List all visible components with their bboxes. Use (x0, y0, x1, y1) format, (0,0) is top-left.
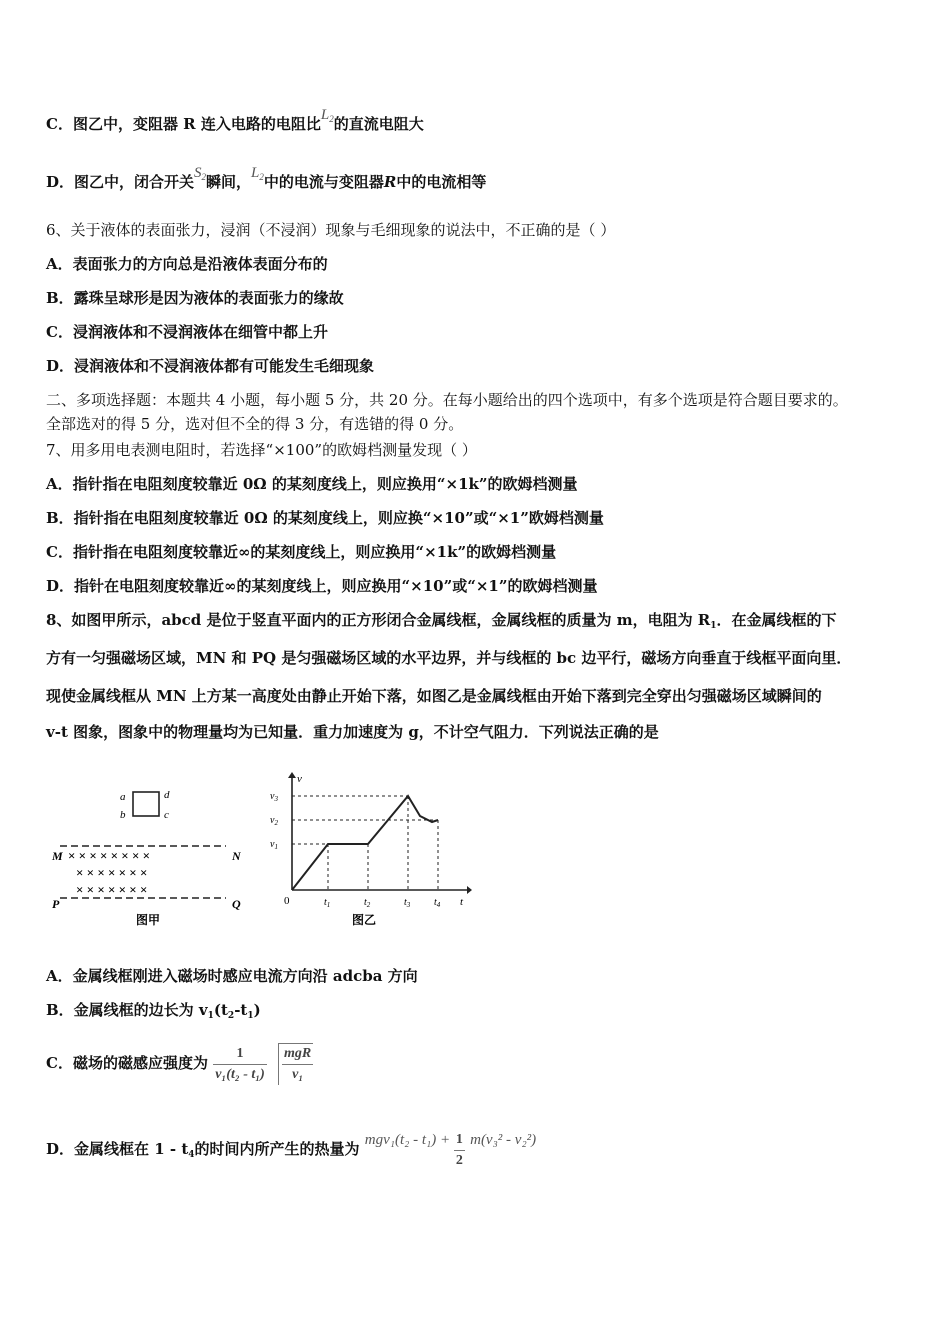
v2-label: $v_2$ (270, 815, 278, 827)
label-c: c (164, 809, 169, 821)
label-b: b (120, 809, 126, 821)
t-axis-arrow (467, 886, 472, 894)
q8-figure-yi-vt-graph (262, 770, 472, 930)
q6-option-c: C．浸润液体和不浸润液体在细管中都上升 (46, 323, 328, 341)
field-row-3: × × × × × × × (76, 882, 148, 897)
q8-stem-line2: 方有一匀强磁场区域，MN 和 PQ 是匀强磁场区域的水平边界，并与线框的 bc 边平行，磁场方向垂直于线框平面向里． (46, 649, 852, 667)
label-q: Q (232, 897, 241, 911)
q8-option-c-fraction: $\frac{1}{\text{v₁(t₂ - t₁)}}$ (213, 1044, 267, 1085)
q7-option-d: D．指针在电阻刻度较靠近∞的某刻度线上，则应换用“×10”或“×1”的欧姆档测量 (46, 577, 598, 595)
label-p: P (52, 897, 60, 911)
q6-stem: 6、关于液体的表面张力，浸润（不浸润）现象与毛细现象的说法中，不正确的是（ ） (46, 221, 616, 239)
q5-option-d-text: D．图乙中，闭合开关 (46, 173, 195, 191)
t1-label: $t_1$ (324, 897, 331, 909)
q5-option-d-symbol-s2: $S_2$ (194, 165, 207, 182)
q8-option-d (46, 1126, 536, 1178)
v-axis-label: v (297, 773, 302, 785)
figure-jia-caption: 图甲 (136, 913, 161, 927)
figure-yi-caption: 图乙 (352, 913, 377, 927)
q8-option-c-text: C．磁场的磁感应强度为 (46, 1054, 208, 1072)
label-d: d (164, 789, 170, 801)
q8-option-c-sqrt (278, 1043, 313, 1085)
q8-option-d-text: D．金属线框在 $1 - t_4$的时间内所产生的热量为 (46, 1140, 360, 1160)
v3-label: $v_3$ (270, 791, 278, 803)
q5-option-d-mid: 瞬间， (206, 173, 252, 191)
v1-label: $v_1$ (270, 839, 278, 851)
q8-option-a: A．金属线框刚进入磁场时感应电流方向沿 adcba 方向 (46, 967, 418, 985)
label-a: a (120, 791, 126, 803)
q8-option-c (46, 1040, 313, 1086)
field-row-2: × × × × × × × (76, 865, 148, 880)
q7-option-c: C．指针指在电阻刻度较靠近∞的某刻度线上，则应换用“×1k”的欧姆档测量 (46, 543, 557, 561)
t3-label: $t_3$ (404, 897, 411, 909)
q7-option-a: A．指针指在电阻刻度较靠近 0Ω 的某刻度线上，则应换用“×1k”的欧姆档测量 (46, 475, 578, 493)
t4-label: $t_4$ (434, 897, 441, 909)
q5-option-d (46, 165, 487, 197)
section2-instructions-line1: 二、多项选择题：本题共 4 小题，每小题 5 分，共 20 分。在每小题给出的四个选项中，有多个选项是符合题目要求的。 (46, 391, 848, 409)
label-m: M (52, 849, 63, 863)
q8-stem-line1: 8、如图甲所示，abcd 是位于竖直平面内的正方形闭合金属线框，金属线框的质量为 m，电阻为 $R_1$．在金属线框的下 (46, 611, 837, 631)
label-n: N (232, 849, 241, 863)
q8-option-d-expr2: m(v₃² - v₂²) (470, 1132, 537, 1148)
origin-label: 0 (284, 895, 290, 907)
q5-option-d-end: 中的电流相等 (396, 173, 487, 191)
q6-option-a: A．表面张力的方向总是沿液体表面分布的 (46, 255, 328, 273)
q8-figure-jia (46, 780, 246, 930)
q5-option-c-suffix: 的直流电阻大 (333, 115, 424, 133)
q8-stem-line3: 现使金属线框从 MN 上方某一高度处由静止开始下落，如图乙是金属线框由开始下落到完全穿出匀强磁场区域瞬间的 (46, 687, 822, 705)
q5-option-c-text: C．图乙中，变阻器 R 连入电路的电阻比 (46, 115, 321, 133)
q8-option-d-half: $\frac{1}{2}$ (454, 1130, 465, 1171)
q5-option-d-symbol-l2: $L_2$ (251, 165, 264, 182)
field-row-1: × × × × × × × × (68, 848, 151, 863)
q8-stem-line4: v-t 图象，图象中的物理量均为已知量．重力加速度为 g，不计空气阻力．下列说法正确的是 (46, 723, 659, 741)
velocity-curve (292, 796, 438, 890)
q8-option-b: B．金属线框的边长为 $v_1(t_2-t_1)$ (46, 1001, 261, 1021)
q8-option-c-sqrt-fraction: $\frac{\text{mgR}}{\text{v₁}}$ (282, 1044, 313, 1085)
q5-option-c-symbol: $L_2$ (320, 107, 334, 124)
q5-option-c (46, 107, 424, 139)
q8-option-d-expr1: mgv₁(t₂ - t₁) + (364, 1132, 454, 1148)
q6-option-b: B．露珠呈球形是因为液体的表面张力的缘故 (46, 289, 344, 307)
q7-stem: 7、用多用电表测电阻时，若选择“×100”的欧姆档测量发现（ ） (46, 441, 477, 459)
t2-label: $t_2$ (364, 897, 371, 909)
q5-option-d-r: R (383, 173, 397, 191)
q6-option-d: D．浸润液体和不浸润液体都有可能发生毛细现象 (46, 357, 375, 375)
q7-option-b: B．指针指在电阻刻度较靠近 0Ω 的某刻度线上，则应换“×10”或“×1”欧姆档测量 (46, 509, 604, 527)
q5-option-d-suffix: 中的电流与变阻器 (263, 173, 384, 191)
wire-frame-square (133, 792, 159, 816)
section2-instructions-line2: 全部选对的得 5 分，选对但不全的得 3 分，有选错的得 0 分。 (46, 415, 464, 433)
t-axis-label: t (460, 896, 464, 908)
v-axis-arrow (288, 772, 296, 778)
